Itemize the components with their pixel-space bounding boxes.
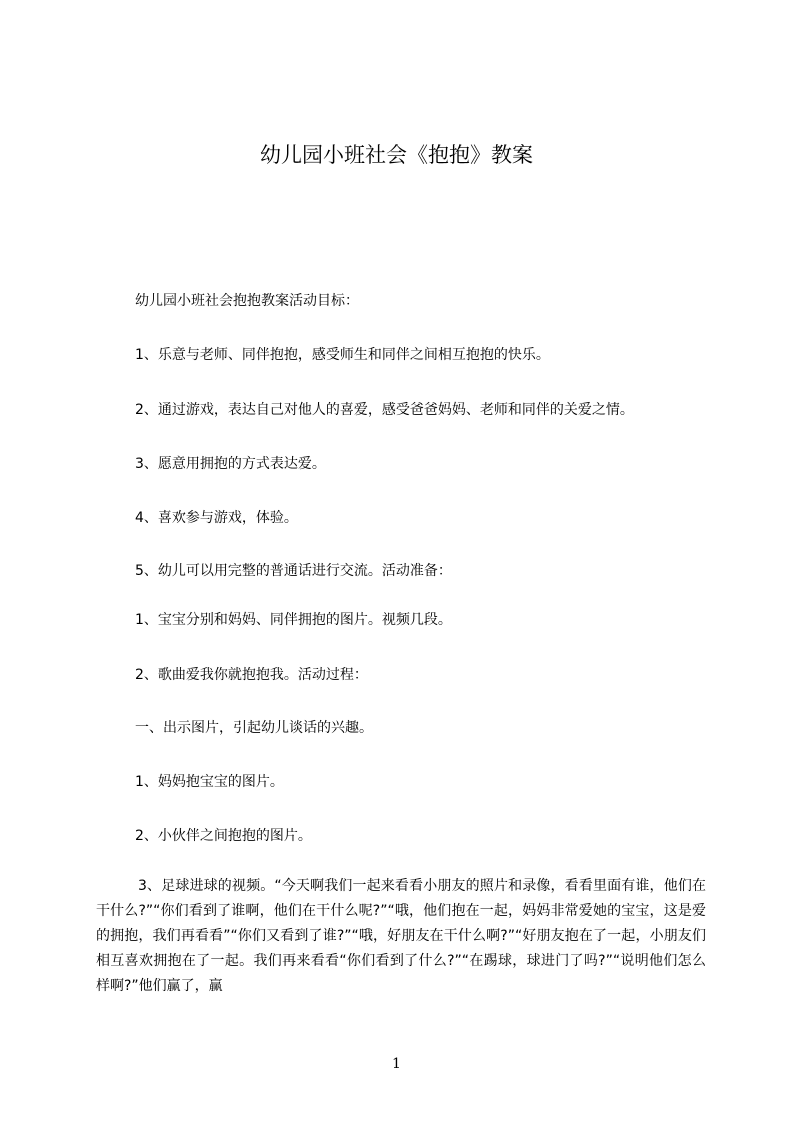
paragraph-objective-3: 3、愿意用拥抱的方式表达爱。 — [135, 456, 326, 472]
paragraph-process-item-2: 2、小伙伴之间抱抱的图片。 — [135, 828, 312, 844]
paragraph-preparation-2: 2、歌曲爱我你就抱抱我。活动过程： — [135, 667, 368, 683]
paragraph-objective-4: 4、喜欢参与游戏，体验。 — [135, 510, 298, 526]
page-number: 1 — [392, 1056, 401, 1072]
paragraph-objective-5: 5、幼儿可以用完整的普通话进行交流。活动准备： — [135, 563, 452, 579]
paragraph-process-item-1: 1、妈妈抱宝宝的图片。 — [135, 774, 284, 790]
paragraph-objectives-heading: 幼儿园小班社会抱抱教案活动目标： — [135, 293, 359, 309]
paragraph-preparation-1: 1、宝宝分别和妈妈、同伴拥抱的图片。视频几段。 — [135, 612, 452, 628]
paragraph-objective-1: 1、乐意与老师、同伴抱抱，感受师生和同伴之间相互抱抱的快乐。 — [135, 347, 550, 363]
paragraph-process-step-1: 一、出示图片，引起幼儿谈话的兴趣。 — [135, 720, 373, 736]
document-title: 幼儿园小班社会《抱抱》教案 — [260, 143, 533, 167]
paragraph-process-item-3: 3、足球进球的视频。“今天啊我们一起来看看小朋友的照片和录像，看看里面有谁，他们在干什么?”“你们看到了谁啊，他们在干什么呢?”“哦，他们抱在一起，妈妈非常爱她的宝宝，这是爱的拥抱，我们再看看”“你们又看到了谁?”“哦，好朋友在干什么啊?”“好朋友抱在了一起，小朋友们相互喜欢拥抱在了一起。我们再来看看“你们看到了什么?”“在踢球，球进门了吗?”“说明他们怎么样啊?”他们赢了，赢 — [96, 878, 706, 994]
paragraph-objective-2: 2、通过游戏，表达自己对他人的喜爱，感受爸爸妈妈、老师和同伴的关爱之情。 — [135, 402, 634, 418]
